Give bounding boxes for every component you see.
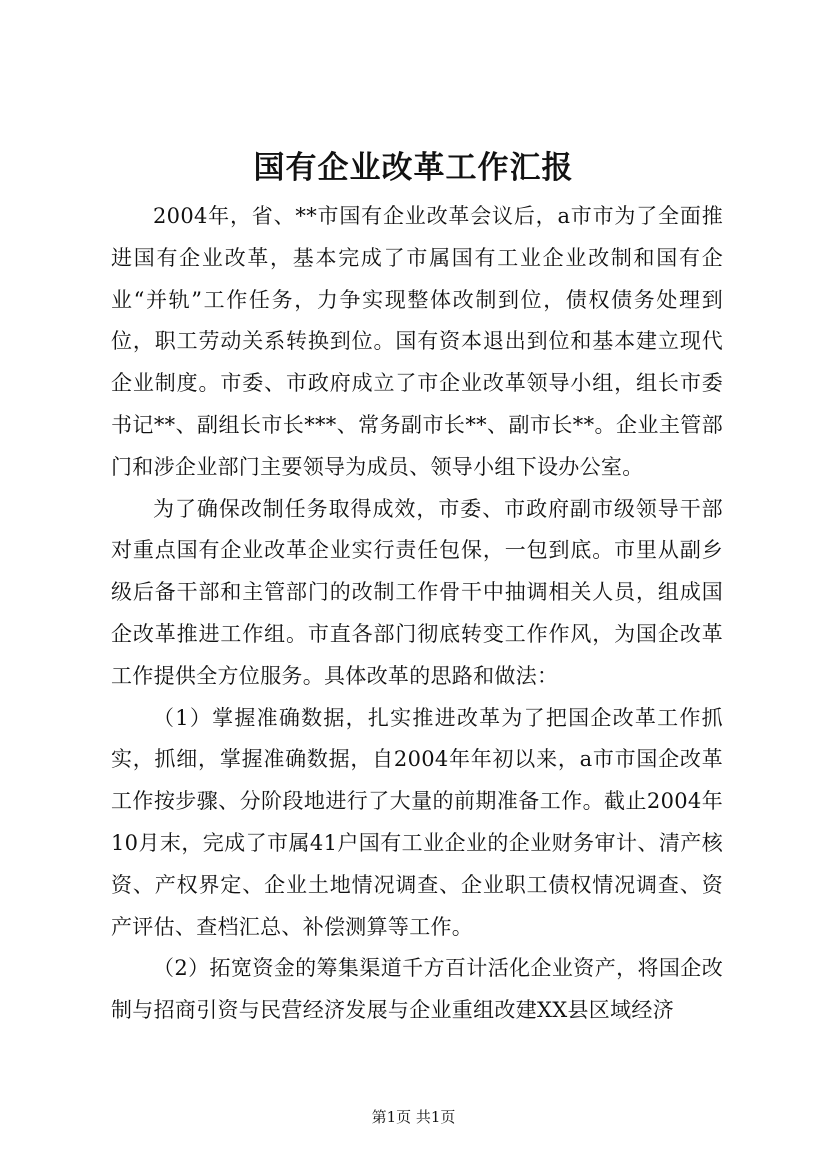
page-footer: 第1页 共1页 (371, 1108, 456, 1126)
document-body (111, 196, 723, 1032)
paragraph-1: 2004年，省、**市国有企业改革会议后，a市市为了全面推进国有企业改革，基本完成了市属国有工业企业改制和国有企业“并轨”工作任务，力争实现整体改制到位，债权债务处理到位，职工劳动关系转换到位。国有资本退出到位和基本建立现代企业制度。市委、市政府成立了市企业改革领导小组，组长市委书记**、副组长市长***、常务副市长**、副市长**。企业主管部门和涉企业部门主要领导为成员、领导小组下设办公室。 (111, 204, 723, 479)
paragraph-2: 为了确保改制任务取得成效，市委、市政府副市级领导干部对重点国有企业改革企业实行责任包保，一包到底。市里从副乡级后备干部和主管部门的改制工作骨干中抽调相关人员，组成国企改革推进工作组。市直各部门彻底转变工作作风，为国企改革工作提供全方位服务。具体改革的思路和做法： (111, 496, 723, 688)
document-title: 国有企业改革工作汇报 (253, 150, 574, 186)
paragraph-3: （1）掌握准确数据，扎实推进改革为了把国企改革工作抓实，抓细，掌握准确数据，自2004年年初以来，a市市国企改革工作按步骤、分阶段地进行了大量的前期准备工作。截止2004年10月末，完成了市属41户国有工业企业的企业财务审计、清产核资、产权界定、企业土地情况调查、企业职工债权情况调查、资产评估、查档汇总、补偿测算等工作。 (111, 705, 723, 939)
paragraph-4: （2）拓宽资金的筹集渠道千方百计活化企业资产，将国企改制与招商引资与民营经济发展与企业重组改建XX县区域经济 (111, 956, 723, 1023)
